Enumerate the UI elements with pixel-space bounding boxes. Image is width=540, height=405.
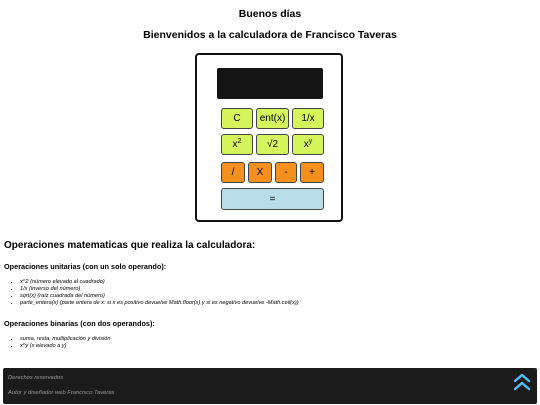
list-item: • parte_entera(x) (parte entera de x: si x es positivo devuelve Math.floor(x) y si es negativo devuelve -Math.ceil(x)) [20,300,299,307]
power-button[interactable] [292,134,324,155]
subtract-button[interactable]: - [275,162,297,183]
list-item: • sqrt(x) (raíz cuadrada del número) [20,293,299,300]
add-button[interactable]: + [300,162,324,183]
integer-part-button[interactable]: ent(x) [256,108,289,129]
square-base: x [232,139,238,150]
binary-operations-title: Operaciones binarias (con dos operandos): [4,319,155,328]
operations-title: Operaciones matematicas que realiza la calculadora: [4,240,256,251]
calculator-display [217,68,323,99]
footer [3,368,537,404]
equals-button[interactable]: = [221,188,324,210]
double-chevron-up-icon[interactable] [513,372,531,392]
unary-operations-list [12,279,299,307]
binary-operations-list [12,336,110,350]
footer-rights: Derechos reservados [8,375,64,381]
square-button[interactable] [221,134,253,155]
list-item: • 1/x (inverso del número) [20,286,299,293]
calculator [195,53,343,222]
power-exponent: y [308,138,313,145]
list-item: • x^2 (número elevado al cuadrado) [20,279,299,286]
unary-operations-title: Operaciones unitarias (con un solo operando): [4,262,167,271]
welcome-heading: Bienvenidos a la calculadora de Francisco Taveras [143,29,397,41]
greeting-heading: Buenos días [238,8,302,20]
inverse-button[interactable]: 1/x [292,108,324,129]
sqrt-button[interactable]: √2 [256,134,289,155]
list-item: • suma, resta, multiplicación y división [20,336,110,343]
multiply-button[interactable]: X [248,162,272,183]
list-item: • x^y (x elevado a y) [20,343,110,350]
power-base: x [303,139,309,150]
clear-button[interactable]: C [221,108,253,129]
square-exponent: 2 [237,138,242,145]
divide-button[interactable]: / [221,162,245,183]
footer-author: Autor y diseñador web Francisco Taveras [8,390,115,396]
